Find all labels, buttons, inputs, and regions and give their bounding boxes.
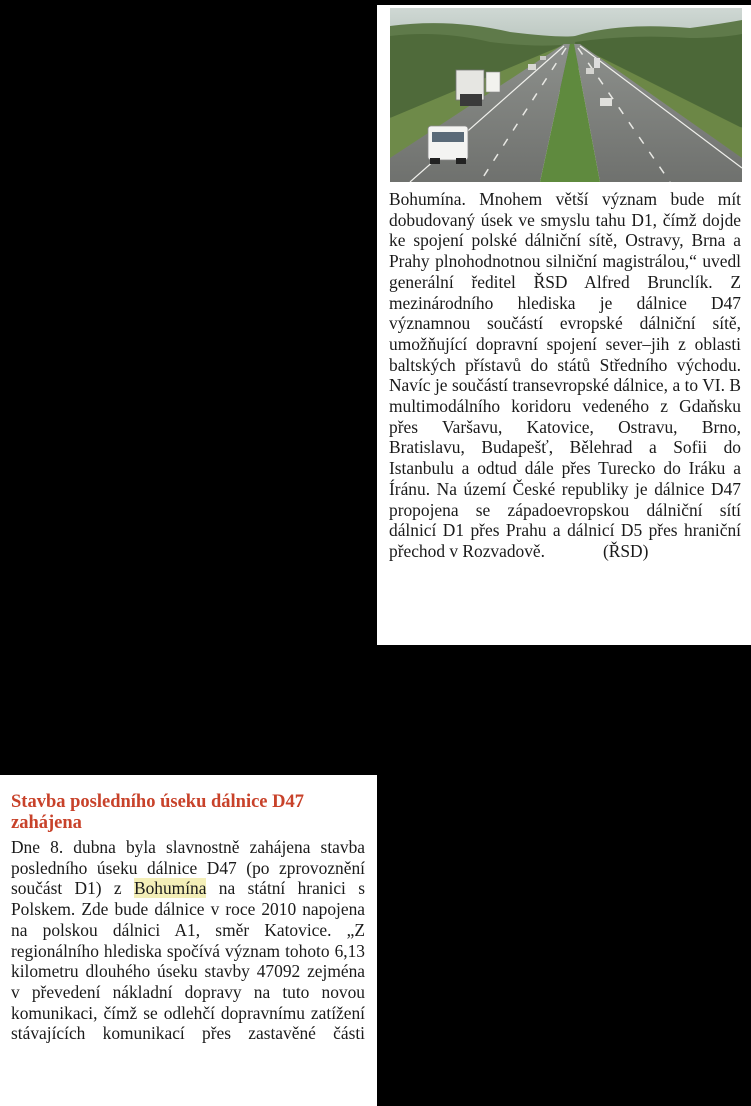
article-body-left-part1: Dne 8. dubna byla slavnostně zahájena stavba posledního úseku dálnice D47 (po zprovoznění součást D1) z [11,837,365,899]
highway-photo [390,8,742,182]
article-source: (ŘSD) [602,540,649,561]
redacted-area-top-left [0,0,377,775]
highlighted-word: Bohumína [134,878,207,899]
article-body-left-part2: na státní hranici s Polskem. Zde bude dálnice v roce 2010 napojena na polskou dálnici A1, směr Katovice. „Z regionálního hlediska spočívá význam tohoto 6,13 kilometru dlouhého úseku stavby 47092 zejména v převedení nákladní dopravy na tuto novou komunikaci, čímž se odlehčí dopravnímu zatížení stávajících komunikací přes zastavěné části [11,878,365,1044]
highway-illustration [390,8,742,182]
redacted-strip-top [377,0,751,5]
article-column-right [389,189,741,562]
article-column-left [11,792,365,1044]
article-headline: Stavba posledního úseku dálnice D47 zahájena [11,792,305,833]
redacted-area-right-middle [377,645,751,775]
article-body-right: Bohumína. Mnohem větší význam bude mít dobudovaný úsek ve smyslu tahu D1, čímž dojde ke spojení polské dálniční sítě, Ostravy, Brna a Prahy plnohodnotnou silniční magistrálou,“ uvedl generální ředitel ŘSD Alfred Brunclík. Z mezinárodního hlediska je dálnice D47 významnou součástí evropské dálniční sítě, umožňující dopravní spojení sever–jih z oblasti baltských přístavů do států Středního východu. Navíc je součástí transevropské dálnice, a to VI. B multimodálního koridoru vedeného z Gdaňsku přes Varšavu, Katovice, Ostravu, Brno, Bratislavu, Budapešť, Bělehrad a Sofii do Istanbulu a odtud dále přes Turecko do Iráku a Íránu. Na území České republiky je dálnice D47 propojena se západoevropskou dálniční sítí dálnicí D1 přes Prahu a dálnicí D5 přes hraniční přechod v Rozvadově. [389,189,741,561]
redacted-area-bottom-right [377,775,751,1106]
